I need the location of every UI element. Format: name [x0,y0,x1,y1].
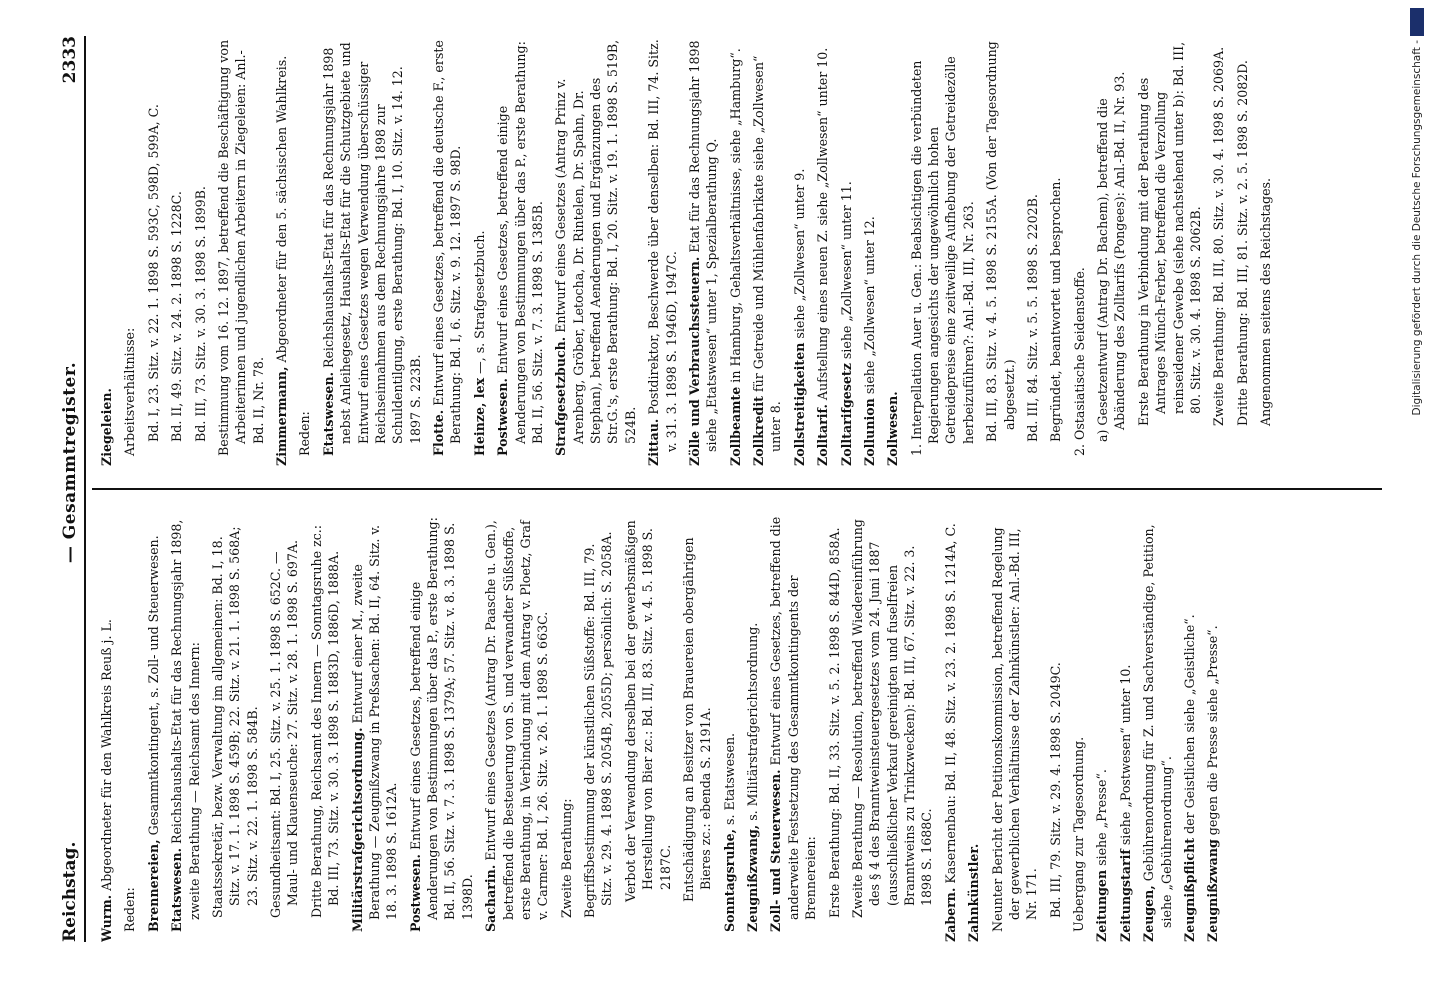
entry-text: Uebergang zur Tagesordnung. [1071,736,1086,932]
entry-text: Dritte Berathung: Bd. III, 81. Sitz. v. 2. 5. 1898 S. 2082D. [1234,60,1250,426]
index-entry [727,36,744,466]
entry-text: a) Gesetzentwurf (Antrag Dr. Bachem), betreffend die Abänderung des Zolltarifs (Pongees): Anl.-Bd. II, Nr. 93. [1095,71,1128,442]
entry-headword: Zeugnißpflicht [1181,837,1197,942]
index-entry [791,36,808,466]
entry-text: Erste Berathung: Bd. II, 33. Sitz. v. 5. 2. 1898 S. 844D, 858A. [826,527,842,918]
entry-text: Entwurf eines Gesetzes (Antrag Dr. Paasche u. Gen.), betreffend die Besteuerung von S. und verwandter Süßstoffe, erste Berathung, in Verbindung mit dem Antrag v. Ploetz, Graf v. Carmer: Bd. I, 26. Sitz. v. 26. 1. 1898 S. 663C. [483,520,551,920]
index-entry [168,512,203,942]
entry-text: Bd. III, 84. Sitz. v. 5. 5. 1898 S. 2202B. [1024,194,1040,442]
index-entry [861,36,878,466]
entry-headword: Zolltarif. [815,404,831,466]
entry-text: Bd. II, 49. Sitz. v. 24. 2. 1898 S. 1228C. [169,191,185,442]
index-entry [209,512,261,942]
index-entry [121,36,138,466]
index-entry [1257,36,1274,466]
entry-text: Verbot der Verwendung derselben bei der gewerbsmäßigen Herstellung von Bier zc.: Bd. III, 83. Sitz. v. 4. 5. 1898 S. 2187C. [622,520,673,902]
entry-headword: Zollbeamte [727,386,743,466]
entry-text: Zweite Berathung: Bd. III, 80. Sitz. v. 30. 4. 1898 S. 2069A. [1211,46,1227,426]
index-entry [721,512,738,942]
entry-text: siehe „Zollwesen“ unter 11. [838,181,854,364]
index-entry [145,36,162,466]
entry-text: siehe „Zollwesen“ unter 9. [791,168,807,343]
entry-text: Neunter Bericht der Petitionskommission, betreffend Regelung der gewerblichen Verhältnisse der Zahnkünstler: Anl.-Bd. III, Nr. 171. [989,527,1040,932]
entry-headword: Zollwesen. [885,391,901,466]
entry-headword: Postwesen. [495,378,511,456]
entry-text: Abgeordneter für den 5. sächsischen Wahlkreis. [274,55,289,367]
index-entry [349,512,401,942]
entry-text: Reden: [122,887,138,932]
entry-text: Entschädigung an Besitzer von Brauereien obergährigen Bieres zc.: ebenda S. 2191A. [680,537,714,902]
entry-text: Entwurf eines Gesetzes (Antrag Prinz v. Arenberg, Gröber, Letocha, Dr. Rintelen, Dr. Spahn, Dr. Stephan), betreffend Aenderungen und Ergänzungen des Str.G.'s, erste Berathung: Bd. I, 20. Sitz. v. 19. 1. 1898 S. 519B, 524B. [553,39,638,444]
entry-text: Postdirektor, Beschwerde über denselben: Bd. III, 74. Sitz. v. 31. 3. 1898 S. 1946D, 1947C. [646,39,679,452]
index-entry [1204,512,1221,942]
entry-headword: Sacharin. [483,864,499,932]
index-entry [296,36,313,466]
entry-headword: Etatswesen. [169,848,185,932]
entry-headword: Ziegeleien. [99,388,114,466]
entry-text: Gesundheitsamt: Bd. I, 25. Sitz. v. 25. 1. 1898 S. 652C. — Maul- und Klauenseuche: 27. Sitz. v. 28. 1. 1898 S. 697A. [268,539,301,918]
index-entry [1093,512,1110,942]
entry-text: Zweite Berathung — Resolution, betreffend Wiedereinführung des § 4 des Branntweinsteuergesetzes vom 24. Juni 1887 (ausschließlicher Verkauf gereinigten und fuselfreien Branntweins zu Trinkzwecken): Bd. III, 67. Sitz. v. 22. 3. 1898 S. 1688C. [849,519,935,918]
entry-headword: Zeugen, [1141,885,1157,942]
index-entry [267,512,302,942]
entry-text: Erste Berathung in Verbindung mit der Berathung des Antrages Münch-Ferber, betreffend die Verzollung reinseidener Gewebe (siehe nachstehend unter b): Bd. III, 80. Sitz. v. 30. 4. 1898 S. 2062B. [1135,41,1203,426]
index-entry [1071,36,1088,466]
entry-text: Bd. III, 73. Sitz. v. 30. 3. 1898 S. 1899B. [192,186,208,442]
entry-text: Begriffsbestimmung der künstlichen Süßstoffe: Bd. III, 79. Sitz. v. 29. 4. 1898 S. 2054B, 2055D; persönlich: S. 2058A. [582,531,615,918]
entry-headword: Zollkredit [751,396,766,466]
index-entry [767,512,819,942]
digitization-text: Digitalisierung gefördert durch die Deutsche Forschungsgemeinschaft - [1411,40,1423,416]
index-columns [92,36,1382,942]
entry-headword: Zittau. [646,418,662,466]
page-header [52,36,80,942]
right-column [92,36,1382,490]
entry-text: s. Militärstrafgerichtsordnung. [745,622,760,825]
index-entry [1094,36,1129,466]
entry-headword: Brennereien, [145,839,161,932]
index-entry [1140,512,1175,942]
dfg-logo [1410,8,1424,36]
index-entry [192,36,209,466]
left-column [92,490,1382,942]
header-left: Reichstag. [60,841,80,942]
entry-text: in Hamburg, Gehaltsverhältnisse, siehe „Hamburg“. [727,48,743,387]
index-entry [645,36,680,466]
entry-text: Entwurf eines Gesetzes, betreffend einige Aenderungen von Bestimmungen über das P., erste Berathung: Bd. II, 56. Sitz. v. 7. 3. 1898 S. 1379A; 57. Sitz. v. 8. 3. 1898 S. 1398D. [407,517,475,920]
index-entry [942,512,959,942]
entry-text: Abgeordneter für den Wahlkreis Reuß j. L. [99,619,114,895]
entry-text: Aufstellung eines neuen Z. siehe „Zollwesen“ unter 10. [815,47,831,405]
index-entry [1047,512,1064,942]
entry-text: Bestimmung vom 16. 12. 1897, betreffend die Beschäftigung von Arbeiterinnen und jugendlichen Arbeitern in Ziegeleien: Anl.-Bd. II, Nr. 78. [215,39,266,456]
index-entry [1070,512,1087,942]
index-entry [826,512,843,942]
entry-text: siehe „Presse“. [1094,769,1110,870]
entry-text: Angenommen seitens des Reichstages. [1258,177,1273,426]
entry-headword: Zollunion [861,398,877,466]
entry-text: Entwurf eines Gesetzes, betreffend die anderweite Festsetzung des Gesammtkontingents der Brennereien: [768,516,819,920]
entry-text: siehe „Postwesen“ unter 10. [1117,664,1133,850]
entry-text: s. Etatswesen. [721,732,737,829]
entry-text: Staatssekretär, bezw. Verwaltung im allgemeinen: Bd. I, 18. Sitz. v. 17. 1. 1898 S. 459B; 22. Sitz. v. 21. 1. 1898 S. 568A; 23. Sitz. v. 22. 1. 1898 S. 584B. [209,526,260,918]
index-entry [908,36,978,466]
entry-text: 2. Ostasiatische Seidenstoffe. [1071,267,1087,456]
index-entry [494,36,546,466]
index-entry [98,36,115,466]
entry-headword: Wurm. [99,894,114,942]
entry-headword: Flotte. [431,409,446,456]
entry-text: der Geistlichen siehe „Geistliche“. [1181,614,1197,838]
index-entry [552,36,639,466]
entry-headword: Zollstreitigkeiten [791,342,807,466]
entry-text: Kasernenbau: Bd. II, 48. Sitz. v. 23. 2. 1898 S. 1214A, C. [942,523,958,888]
entry-headword: Etatswesen. [320,372,336,456]
index-entry [98,512,115,942]
entry-text: Begründet, beantwortet und besprochen. [1048,177,1064,442]
index-entry [1047,36,1064,466]
digitization-note [1404,8,1430,998]
entry-text: 1. Interpellation Auer u. Gen.: Beabsichtigen die verbündeten Regierungen angesichts der ungewöhnlich hohen Getreidepreise eine zeitweilige Aufhebung der Getreidezölle herbeizuführen?: Anl.-Bd. III, Nr. 263. [908,56,976,456]
entry-text: Entwurf einer M., zweite Berathung — Zeugnißzwang in Preßsachen: Bd. II, 64. Sitz. v. 18. 3. 1898 S. 1612A. [349,524,400,920]
index-entry [1024,36,1041,466]
index-entry [989,512,1041,942]
entry-text: Arbeitsverhältnisse: [122,327,138,456]
index-entry [1181,512,1198,942]
entry-text: Reden: [297,411,313,456]
index-entry [273,36,290,466]
entry-text: für Getreide und Mühlenfabrikate siehe „Zollwesen“ unter 8. [751,55,784,452]
entry-headword: Strafgesetzbuch. [553,336,569,456]
index-entry [482,512,552,942]
entry-text: Etat für das Rechnungsjahr 1898 siehe „Etatswesen“ unter 1, Spezialberathung Q. [686,40,720,452]
entry-headword: Zeugnißzwang, [745,824,760,932]
entry-headword: Heinze, lex [471,377,487,456]
index-entry [581,512,616,942]
index-entry [750,36,785,466]
index-entry [1135,36,1205,466]
index-entry [215,36,267,466]
index-entry [884,36,901,466]
index-entry [680,512,715,942]
entry-headword: Zahnkünstler. [966,843,982,942]
index-entry [121,512,138,942]
entry-headword: Zeugnißzwang [1205,839,1221,942]
entry-text: Bd. I, 23. Sitz. v. 22. 1. 1898 S. 593C, 598D, 599A, C. [145,104,161,442]
index-entry [965,512,982,942]
entry-text: Gebührenordnung für Z. und Sachverständige, Petition, siehe „Gebührenordnung“. [1141,524,1174,928]
entry-headword: Militärstrafgerichtsordnung. [349,727,365,932]
entry-text: Entwurf eines Gesetzes, betreffend die deutsche F., erste Berathung: Bd. I, 6. Sitz. v. 9. 12. 1897 S. 98D. [431,40,464,444]
entry-headword: Sonntagsruhe, [721,828,737,932]
entry-headword: Zolltarifgesetz [838,363,854,466]
index-entry [983,36,1018,466]
entry-text: —, s. Strafgesetzbuch. [471,230,487,378]
entry-text: Bd. III, 83. Sitz. v. 4. 5. 1898 S. 2155A. (Von der Tagesordnung abgesetzt.) [984,41,1017,442]
entry-headword: Zoll- und Steuerwesen. [768,769,784,932]
entry-text: Reichshaushalts-Etat für das Rechnungsjahr 1898 nebst Anleihegesetz, Haushalts-Etat für die Schutzgebiete und Entwurf eines Gesetzes wegen Verwendung überschüssiger Reichseinnahmen aus dem Rechnungsjahre 1898 zur Schuldentilgung, erste Berathung: Bd. I, 10. Sitz. v. 14. 12. 1897 S. 223B. [320,42,423,444]
index-entry [1234,36,1251,466]
entry-text: Zweite Berathung: [558,798,574,918]
entry-text: Reichshaushalts-Etat für das Rechnungsjahr 1898, zweite Berathung — Reichsamt des Innern: [169,519,202,920]
entry-text: Dritte Berathung, Reichsamt des Innern — Sonntagsruhe zc.: Bd. III, 73. Sitz. v. 30. 3. 1898 S. 1883D, 1886D, 1888A. [308,524,342,918]
entry-text: Entwurf eines Gesetzes, betreffend einige Aenderungen von Bestimmungen über das P., erste Berathung: Bd. II, 56. Sitz. v. 7. 3. 1898 S. 1385B. [495,41,545,444]
entry-headword: Zölle und Verbrauchssteuern. [686,256,702,466]
index-entry [1210,36,1227,466]
index-entry [814,36,831,466]
index-entry [145,512,162,942]
index-entry [558,512,575,942]
header-rule [84,36,86,942]
header-title: — Gesammtregister. [60,361,80,564]
entry-text: Bd. III, 79. Sitz. v. 29. 4. 1898 S. 2049C. [1047,662,1063,918]
index-entry [320,36,424,466]
index-entry [1117,512,1134,942]
entry-headword: Zabern. [942,887,958,942]
index-entry [838,36,855,466]
entry-headword: Zeitungen [1094,869,1110,942]
index-entry [168,36,185,466]
index-entry [686,36,721,466]
entry-text: gegen die Presse siehe „Presse“. [1205,625,1221,840]
entry-headword: Zimmermann, [274,366,289,466]
entry-headword: Postwesen. [407,854,423,932]
entry-text: Gesammtkontingent, s. Zoll- und Steuerwesen. [145,535,161,840]
index-entry [407,512,477,942]
index-entry [308,512,343,942]
index-entry [471,36,488,466]
entry-headword: Zeitungstarif [1117,849,1133,942]
index-entry [744,512,761,942]
index-entry [849,512,936,942]
page-number: 2333 [60,36,80,84]
index-entry [622,512,674,942]
entry-text: siehe „Zollwesen“ unter 12. [861,216,877,399]
index-entry [430,36,465,466]
